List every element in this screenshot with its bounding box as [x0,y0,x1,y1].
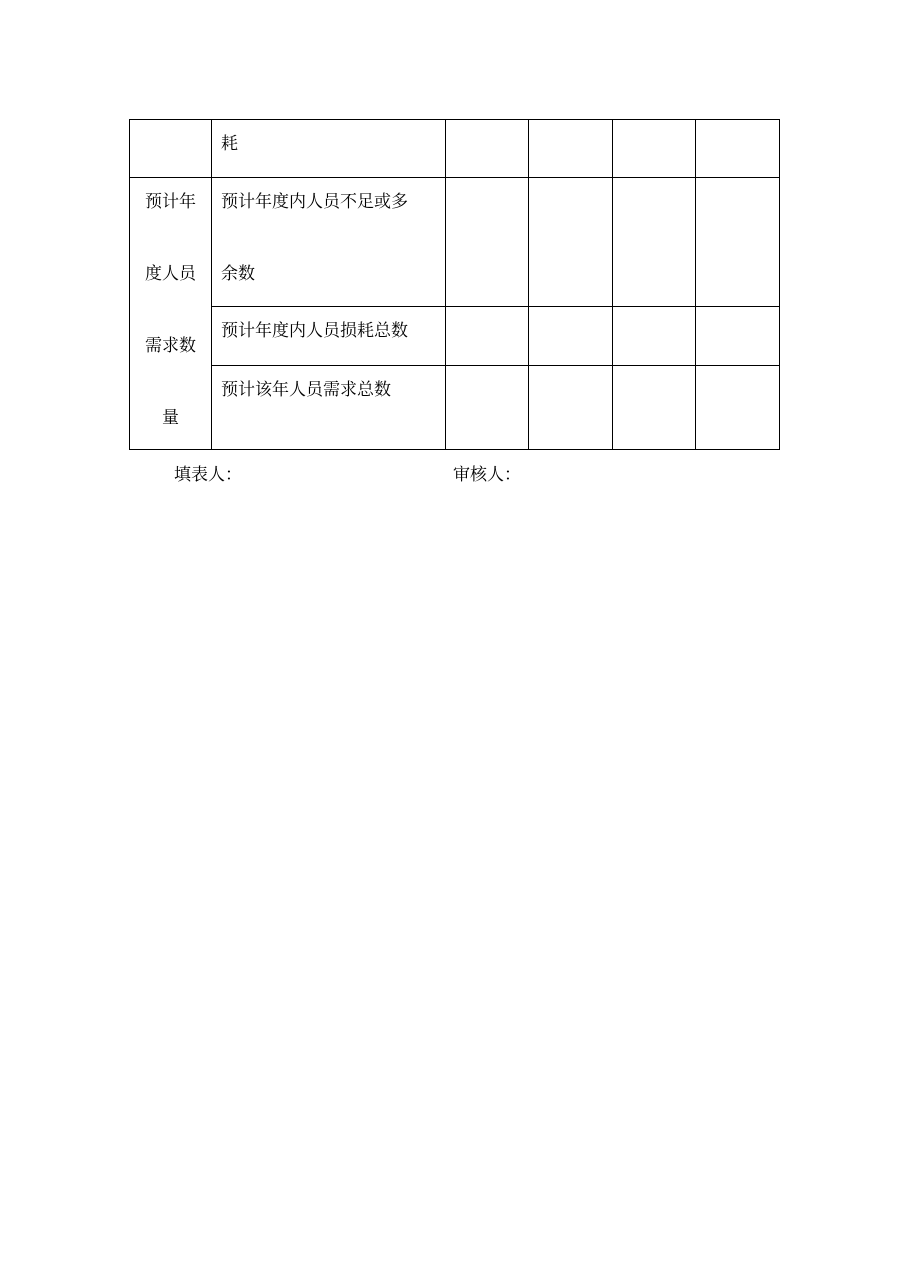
value-cell[interactable] [613,178,696,307]
value-cell[interactable] [446,120,529,178]
group-label [130,178,211,430]
value-cell[interactable] [446,178,529,307]
table-row [130,178,780,307]
item-label [212,178,445,286]
item-label: 预计该年人员需求总数 [221,380,391,400]
group-label-line: 预计年 [145,192,196,212]
value-cell[interactable] [696,178,780,307]
item-label-line: 预计年度内人员不足或多 [221,192,408,212]
item-label: 预计年度内人员损耗总数 [221,321,408,341]
item-cell [212,366,446,450]
group-label-line: 量 [162,408,179,428]
value-cell[interactable] [529,120,613,178]
table-row [130,307,780,366]
value-cell[interactable] [446,366,529,450]
item-cell [212,178,446,307]
item-cell [212,307,446,366]
table-row [130,366,780,450]
item-cell [212,120,446,178]
value-cell[interactable] [696,307,780,366]
value-cell[interactable] [613,120,696,178]
value-cell[interactable] [529,178,613,307]
personnel-demand-table [129,119,780,450]
group-cell-empty [130,120,212,178]
group-label-line: 需求数 [145,336,196,356]
item-label: 耗 [221,134,238,154]
value-cell[interactable] [529,366,613,450]
group-label-line: 度人员 [145,264,196,284]
item-label-line: 余数 [221,264,255,284]
value-cell[interactable] [613,307,696,366]
value-cell[interactable] [613,366,696,450]
filler-signature-label: 填表人： [174,465,242,485]
value-cell[interactable] [696,366,780,450]
value-cell[interactable] [696,120,780,178]
table-row [130,120,780,178]
value-cell[interactable] [446,307,529,366]
group-label-cell [130,178,212,450]
value-cell[interactable] [529,307,613,366]
reviewer-signature-label: 审核人： [453,465,521,485]
